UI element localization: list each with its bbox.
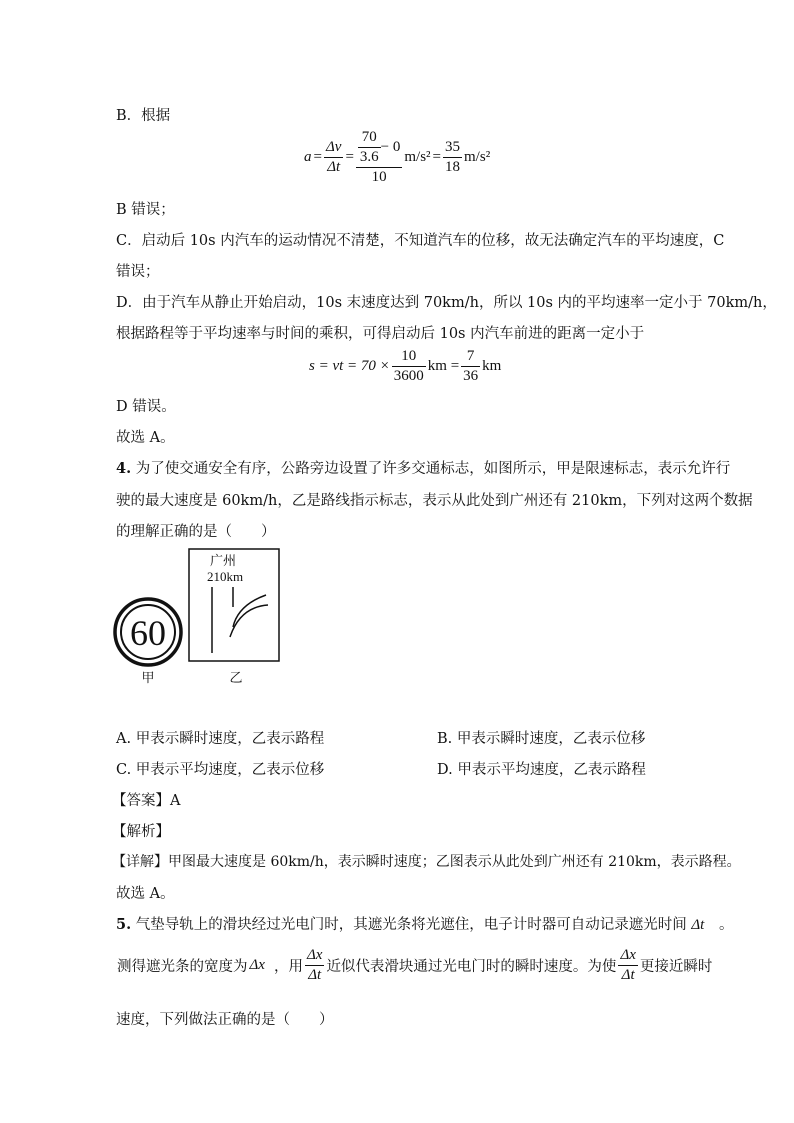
q4-line2: 驶的最大速度是 60km/h，乙是路线指示标志，表示从此处到广州还有 210km，下列对这两个数据: [116, 493, 753, 509]
option-c-line2: 错误；: [116, 264, 160, 280]
q4-option-a[interactable]: A. 甲表示瞬时速度，乙表示路程: [116, 731, 325, 747]
result-denominator: 36: [463, 367, 479, 384]
option-d-line2: 根据路程等于平均速率与时间的乘积，可得启动后 10s 内汽车前进的距离一定小于: [116, 326, 645, 342]
unit: m/s²: [464, 148, 491, 165]
q5-text-b: ，用: [273, 958, 303, 975]
q4-number: 4.: [116, 460, 132, 477]
fraction-denominator: 3600: [393, 367, 424, 384]
acceleration-formula: [303, 128, 491, 186]
formula-lhs: s = vt = 70 ×: [309, 357, 390, 374]
q5-text-a: 测得遮光条的宽度为: [117, 958, 248, 975]
result-numerator: 7: [461, 347, 480, 367]
result-fraction: [443, 138, 462, 177]
compound-fraction: [356, 128, 402, 186]
q5-text-c: 近似代表滑块通过光电门时的瞬时速度。为使: [326, 958, 617, 975]
fraction-numerator: Δx: [618, 946, 637, 966]
q5-text: 气垫导轨上的滑块经过光电门时，其遮光条将光遮住，电子计时器可自动记录遮光时间: [135, 917, 687, 933]
speed-limit-value: 60: [130, 613, 166, 653]
formula-eq: =: [313, 148, 322, 165]
route-sign: [189, 549, 279, 661]
option-c-line1: C．启动后 10s 内汽车的运动情况不清楚，不知道汽车的位移，故无法确定汽车的平均速度，C: [116, 233, 725, 249]
result-denominator: 18: [445, 158, 461, 175]
fraction-numerator: 10: [392, 347, 426, 367]
q4-option-c[interactable]: C. 甲表示平均速度，乙表示位移: [116, 762, 325, 778]
inner-denominator: 3.6: [359, 148, 379, 165]
speed-limit-sign: [115, 599, 181, 665]
inner-fraction: [358, 128, 381, 167]
road-curve-outer: [230, 605, 268, 637]
caption-jia: 甲: [141, 671, 155, 686]
q5-dx: Δx: [249, 956, 265, 973]
fraction-numerator: Δx: [305, 946, 324, 966]
q5-line3: 速度，下列做法正确的是（ ）: [116, 1012, 334, 1028]
unit: m/s²: [404, 148, 431, 165]
formula-eq: =: [345, 148, 354, 165]
q5-ratio-fraction: [305, 946, 324, 985]
q4-conclusion: 故选 A。: [116, 886, 175, 902]
sign-distance: 210km: [206, 569, 244, 584]
result-numerator: 35: [443, 138, 462, 158]
formula-lhs: a: [304, 148, 312, 165]
q4-line1: [116, 457, 730, 478]
result-fraction: [461, 347, 480, 386]
formula-eq: =: [432, 148, 442, 165]
dv-dt-fraction: [324, 138, 343, 177]
q4-option-b[interactable]: B. 甲表示瞬时速度，乙表示位移: [437, 731, 646, 747]
time-fraction: [392, 347, 426, 386]
option-b-wrong: B 错误；: [116, 202, 175, 218]
unit: km =: [427, 357, 460, 374]
q5-number: 5.: [116, 916, 132, 933]
minus-zero: − 0: [380, 138, 401, 155]
compound-numerator: [356, 128, 402, 168]
fraction-numerator: Δv: [324, 138, 343, 158]
option-b-heading: B．根据: [116, 108, 171, 124]
q4-line3: 的理解正确的是（ ）: [116, 524, 276, 540]
distance-formula: [308, 347, 502, 386]
q4-detail: 【详解】甲图最大速度是 60km/h，表示瞬时速度；乙图表示从此处到广州还有 210km，表示路程。: [112, 854, 741, 870]
previous-answer: 故选 A。: [116, 430, 175, 446]
q5-line1: [116, 913, 733, 934]
option-d-wrong: D 错误。: [116, 399, 176, 415]
compound-denominator: 10: [371, 168, 387, 185]
q4-option-d[interactable]: D. 甲表示平均速度，乙表示路程: [437, 762, 646, 778]
q4-answer: 【答案】A: [112, 793, 181, 809]
fraction-denominator: Δt: [327, 158, 341, 175]
traffic-signs-figure: [108, 545, 288, 690]
unit: km: [482, 357, 502, 374]
fraction-denominator: Δt: [621, 966, 635, 983]
sign-city: 广州: [209, 554, 237, 569]
q5-dt: Δt: [691, 917, 705, 933]
q4-analysis-label: 【解析】: [112, 824, 170, 840]
inner-numerator: 70: [358, 128, 381, 148]
q5-period: 。: [718, 917, 734, 933]
q5-line2: [116, 946, 713, 985]
caption-yi: 乙: [229, 671, 243, 686]
q4-text: 为了使交通安全有序，公路旁边设置了许多交通标志，如图所示，甲是限速标志，表示允许行: [135, 461, 731, 477]
q5-text-d: 更接近瞬时: [639, 958, 713, 975]
q5-ratio-fraction: [618, 946, 637, 985]
fraction-denominator: Δt: [308, 966, 322, 983]
option-d-line1: D．由于汽车从静止开始启动，10s 末速度达到 70km/h，所以 10s 内的平均速率一定小于 70km/h，: [116, 295, 777, 311]
